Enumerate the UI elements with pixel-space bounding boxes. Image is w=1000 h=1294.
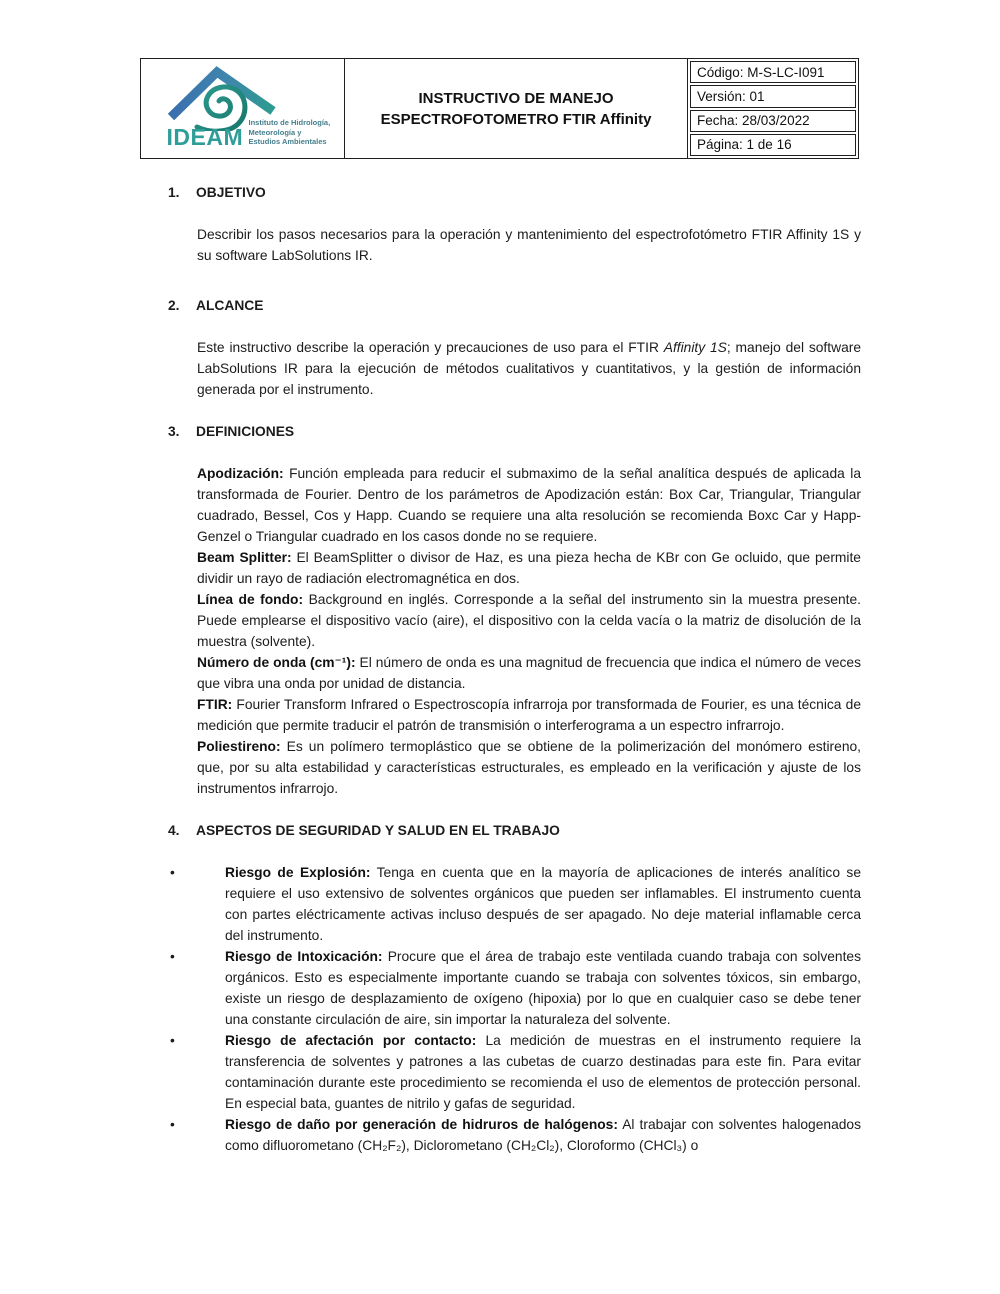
definition-text: El BeamSplitter o divisor de Haz, es una pieza hecha de KBr con Ge ocluido, que permite dividir un rayo de radiación electromagnética en dos. bbox=[197, 550, 861, 586]
definition-text: Es un polímero termoplástico que se obtiene de la polimerización del monómero estireno, que, por su alta estabilidad y características estructurales, es empleado en la verificación y ajuste de los instrumentos infrarrojo. bbox=[197, 739, 861, 796]
risk-term: Riesgo de daño por generación de hidruros de halógenos: bbox=[225, 1117, 618, 1132]
logo-organization-name bbox=[249, 118, 335, 146]
risk-term: Riesgo de Intoxicación: bbox=[225, 949, 383, 964]
risk-text: Al trabajar con solventes halogenados como difluorometano (CH₂F₂), Diclorometano (CH₂Cl₂), Cloroformo (CHCl₃) o bbox=[225, 1117, 861, 1153]
meta-row-version: Versión: 01 bbox=[690, 85, 856, 107]
risk-item bbox=[168, 1030, 861, 1114]
risk-term: Riesgo de Explosión: bbox=[225, 865, 371, 880]
risk-text: Procure que el área de trabajo este ventilada cuando trabaja con solventes orgánicos. Esto es especialmente importante cuando se trabaja con solventes tóxicos, sin embargo, existe un riesgo de desplazamiento de oxígeno (hipoxia) por lo que en cualquier caso se debe tener una constante circulación de aire, sin importar la naturaleza del solvente. bbox=[225, 949, 862, 1027]
section-title: ALCANCE bbox=[196, 298, 264, 313]
document-body bbox=[168, 182, 861, 1156]
document-title-line2: ESPECTROFOTOMETRO FTIR Affinity bbox=[380, 110, 652, 128]
definition-item bbox=[197, 547, 861, 589]
alcance-text-post: ; manejo del software LabSolutions IR para la ejecución de métodos cualitativos y cuantitativos, y la gestión de información generada por el instrumento. bbox=[197, 340, 862, 397]
section-number: 4. bbox=[168, 823, 180, 838]
definition-text: Background en inglés. Corresponde a la señal del instrumento sin la muestra presente. Puede emplearse el dispositivo vacío (aire), el dispositivo con la celda vacía o la matriz de disolución de la muestra (solvente). bbox=[197, 592, 861, 649]
objetivo-paragraph bbox=[197, 224, 861, 266]
definition-term: FTIR: bbox=[197, 697, 233, 712]
risk-item bbox=[168, 946, 861, 1030]
definition-item bbox=[197, 589, 861, 652]
risk-bullet-list bbox=[168, 862, 861, 1156]
meta-row-pagina: Página: 1 de 16 bbox=[690, 134, 856, 156]
definitions-block bbox=[197, 463, 861, 799]
ideam-logo bbox=[155, 65, 331, 153]
definition-term: Número de onda (cm⁻¹): bbox=[197, 655, 356, 670]
logo-cell bbox=[141, 59, 345, 158]
meta-row-codigo: Código: M-S-LC-I091 bbox=[690, 61, 856, 83]
definition-term: Línea de fondo: bbox=[197, 592, 304, 607]
risk-text: La medición de muestras en el instrumento requiere la transferencia de solventes y patrones a las cubetas de cuarzo destinadas para este fin. Para evitar contaminación durante este procedimiento se recomienda el uso de elementos de protección personal. En especial bata, guantes de nitrilo y gafas de seguridad. bbox=[225, 1033, 861, 1111]
meta-row-fecha: Fecha: 28/03/2022 bbox=[690, 110, 856, 132]
objetivo-text: Describir los pasos necesarios para la operación y mantenimiento del espectrofotómetro FTIR Affinity 1S y su software LabSolutions IR. bbox=[197, 227, 861, 263]
section-title: DEFINICIONES bbox=[196, 424, 295, 439]
definition-item bbox=[197, 463, 861, 547]
document-header-table bbox=[140, 58, 859, 159]
section-title: ASPECTOS DE SEGURIDAD Y SALUD EN EL TRABAJO bbox=[196, 823, 560, 838]
bullet-icon: • bbox=[170, 1033, 175, 1048]
bullet-icon: • bbox=[170, 949, 175, 964]
document-title bbox=[345, 59, 688, 158]
definition-term: Apodización: bbox=[197, 466, 284, 481]
definition-text: Función empleada para reducir el submaximo de la señal analítica después de aplicada la transformada de Fourier. Dentro de los parámetros de Apodización están: Box Car, Triangular, Triangular cuadrado, Bessel, Cos y Happ. Cuando se requiere una alta resolución se recomienda Boxc Car y Happ-Genzel o Triangular cuadrado en los casos donde no se requiere. bbox=[197, 466, 861, 544]
alcance-paragraph bbox=[197, 337, 861, 400]
document-meta-table bbox=[688, 59, 858, 158]
alcance-text-italic: Affinity 1S bbox=[663, 340, 727, 355]
definition-term: Poliestireno: bbox=[197, 739, 281, 754]
section-heading-alcance bbox=[168, 295, 861, 316]
logo-org-line: Estudios Ambientales bbox=[248, 137, 327, 147]
section-heading-objetivo bbox=[168, 182, 861, 203]
section-title: OBJETIVO bbox=[196, 185, 266, 200]
definition-item bbox=[197, 736, 861, 799]
risk-item bbox=[168, 1114, 861, 1156]
section-heading-seguridad bbox=[168, 820, 861, 841]
section-number: 3. bbox=[168, 424, 180, 439]
logo-org-line: Instituto de Hidrología, bbox=[248, 118, 331, 128]
risk-item bbox=[168, 862, 861, 946]
definition-item bbox=[197, 652, 861, 694]
document-title-line1: INSTRUCTIVO DE MANEJO bbox=[418, 89, 614, 107]
logo-roof-shape bbox=[171, 72, 273, 117]
section-number: 2. bbox=[168, 298, 180, 313]
definition-text: El número de onda es una magnitud de frecuencia que indica el número de veces que vibra una onda por unidad de distancia. bbox=[197, 655, 861, 691]
alcance-text-pre: Este instructivo describe la operación y precauciones de uso para el FTIR bbox=[197, 340, 664, 355]
risk-term: Riesgo de afectación por contacto: bbox=[225, 1033, 477, 1048]
logo-acronym: IDEAM bbox=[166, 123, 244, 150]
definition-text: Fourier Transform Infrared o Espectroscopía infrarroja por transformada de Fourier, es una técnica de medición que permite traducir el patrón de transmisión o interferograma a un espectro infrarrojo. bbox=[197, 697, 861, 733]
section-heading-definiciones bbox=[168, 421, 861, 442]
bullet-icon: • bbox=[170, 1117, 175, 1132]
definition-item bbox=[197, 694, 861, 736]
definition-term: Beam Splitter: bbox=[197, 550, 292, 565]
logo-org-line: Meteorología y bbox=[248, 127, 302, 137]
risk-text: Tenga en cuenta que en la mayoría de aplicaciones de interés analítico se requiere el uso extensivo de solventes orgánicos que pueden ser inflamables. El instrumento cuenta con partes eléctricamente activas incluso después de ser apagado. No deje material inflamable cerca del instrumento. bbox=[225, 865, 861, 943]
bullet-icon: • bbox=[170, 865, 175, 880]
section-number: 1. bbox=[168, 185, 180, 200]
